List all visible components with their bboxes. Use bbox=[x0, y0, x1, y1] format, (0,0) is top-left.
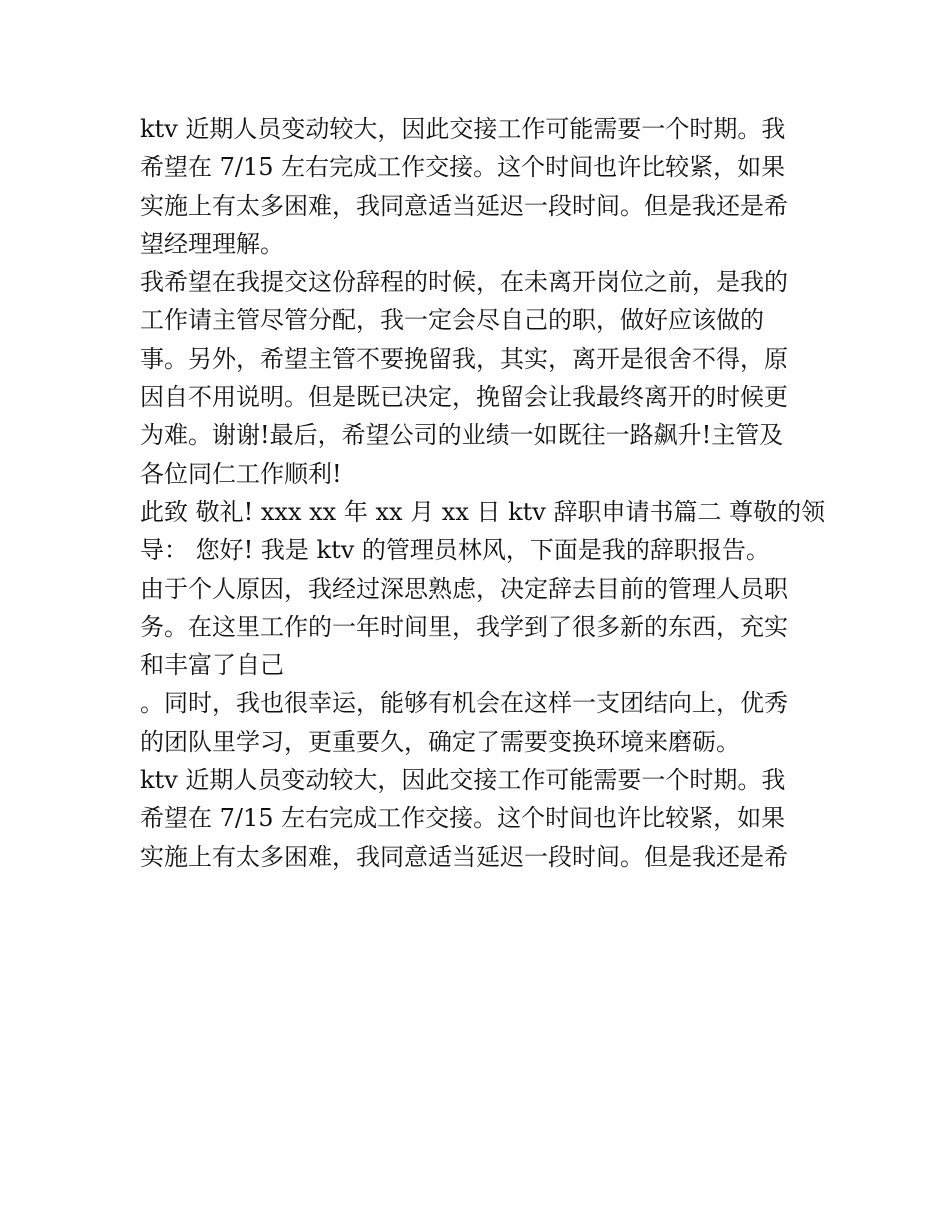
document-body bbox=[140, 110, 826, 876]
text-line: 实施上有太多困难，我同意适当延迟一段时间。但是我还是希 bbox=[140, 191, 788, 220]
text-line: 工作请主管尽管分配，我一定会尽自己的职，做好应该做的 bbox=[140, 306, 764, 335]
text-line: ktv 近期人员变动较大，因此交接工作可能需要一个时期。我 bbox=[140, 766, 786, 795]
text-line: 务。在这里工作的一年时间里，我学到了很多新的东西，充实 bbox=[140, 612, 788, 641]
text-line: 实施上有太多困难，我同意适当延迟一段时间。但是我还是希 bbox=[140, 842, 788, 871]
text-line: 希望在 7/15 左右完成工作交接。这个时间也许比较紧，如果 bbox=[140, 804, 786, 833]
text-line: 因自不用说明。但是既已决定，挽留会让我最终离开的时候更 bbox=[140, 383, 788, 412]
text-line: 此致 敬礼! xxx xx 年 xx 月 xx 日 ktv 辞职申请书篇二 尊敬的领 bbox=[140, 497, 826, 526]
text-line: 各位同仁工作顺利! bbox=[140, 459, 342, 488]
text-line: 。同时，我也很幸运，能够有机会在这样一支团结向上，优秀 bbox=[140, 689, 788, 718]
text-line: 我希望在我提交这份辞程的时候，在未离开岗位之前，是我的 bbox=[140, 268, 788, 297]
text-line: ktv 近期人员变动较大，因此交接工作可能需要一个时期。我 bbox=[140, 115, 786, 143]
text-line: 希望在 7/15 左右完成工作交接。这个时间也许比较紧，如果 bbox=[140, 153, 786, 182]
text-line: 和丰富了自己 bbox=[140, 651, 284, 680]
text-line: 望经理理解。 bbox=[140, 229, 284, 258]
text-line: 事。另外，希望主管不要挽留我，其实，离开是很舍不得，原 bbox=[140, 344, 788, 373]
text-line: 由于个人原因，我经过深思熟虑，决定辞去目前的管理人员职 bbox=[140, 574, 788, 603]
text-line: 导： 您好! 我是 ktv 的管理员林风，下面是我的辞职报告。 bbox=[140, 536, 770, 565]
text-line: 为难。谢谢!最后，希望公司的业绩一如既往一路飙升!主管及 bbox=[140, 421, 784, 450]
text-line: 的团队里学习，更重要久，确定了需要变换环境来磨砺。 bbox=[140, 727, 740, 756]
